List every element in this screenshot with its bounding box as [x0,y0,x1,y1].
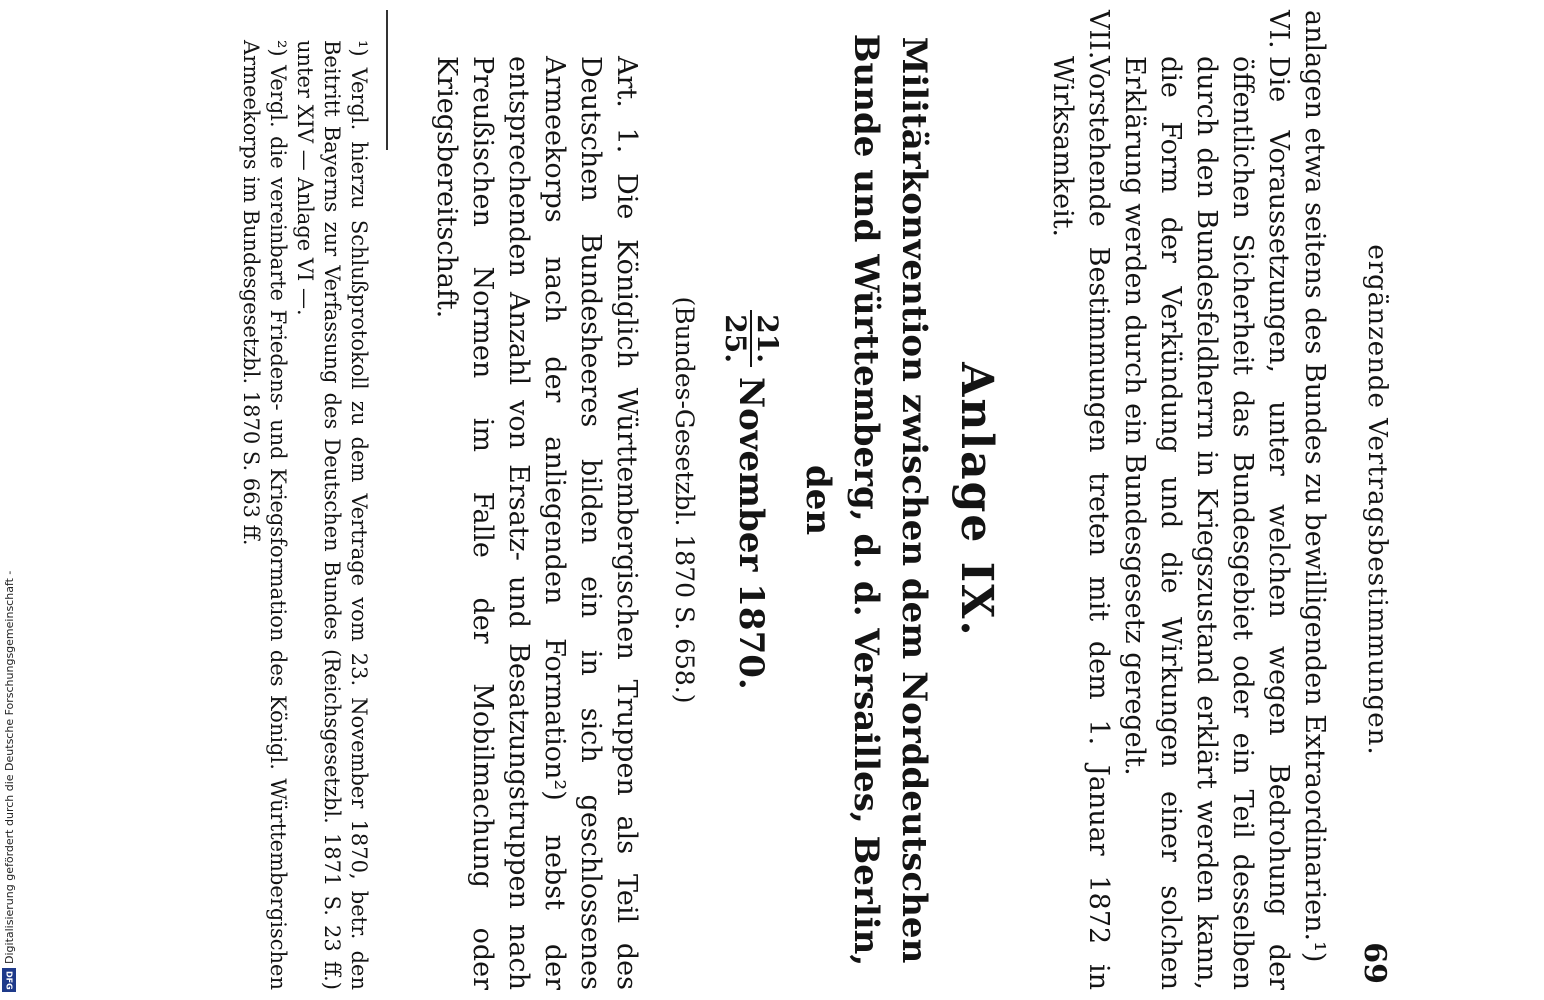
item-number: VII. [1083,10,1114,60]
page-header [1352,10,1392,990]
item-text: Die Voraussetzungen, unter welchen wegen Bedrohung der öffentlichen Sicherheit das Bundesgebiet oder ein Teil desselben durch den Bundesfeldherrn in Kriegszustand erklärt werden kann, die Form der Verkündung und die Wirkungen einer solchen Erklärung werden durch ein Bundesgesetz geregelt. [1119,56,1294,990]
running-head: ergänzende Vertragsbestimmungen. [1362,244,1392,756]
dfg-logo-icon: DFG [2,968,16,992]
list-item [1044,10,1116,990]
footnote-1: ¹) Vergl. hierzu Schlußprotokoll zu dem Vertrage vom 23. November 1870, betr. den Beitritt Bayerns zur Verfassung des Deutschen Bundes (Reichsgesetzbl. 1871 S. 23 ff.) unter XIV — Anlage VI —. [293,40,371,990]
fraction-denominator: 25. [719,314,752,363]
digitization-credit: Digitalisierung gefördert durch die Deutsche Forschungsgemeinschaft - DFG [0,0,22,1000]
date-rest: November 1870. [731,376,771,690]
date-fraction [720,310,782,367]
section-subtitle-line1: Militärkonvention zwischen dem Norddeutschen [894,36,934,964]
source-reference: (Bundes-Gesetzbl. 1870 S. 658.) [670,296,699,704]
footnote-rule [386,10,388,150]
section-subtitle-line2: Bunde und Württemberg, d. d. Versailles, Berlin, den [798,33,886,967]
page-body [237,10,1332,990]
article-1: Art. 1. Die Königlich Württembergischen Truppen als Teil des Deutschen Bundesheeres bilden ein in sich geschlossenes Armeekorps nach der anliegenden Formation²) nebst der entsprechenden Anzahl von Ersatz- und Besatzungstruppen nach Preußischen Normen im Falle der Mobilmachung oder Kriegsbereitschaft. [431,56,642,990]
item-number: VI. [1263,10,1294,49]
list-item [1116,10,1296,990]
item-text: Vorstehende Bestimmungen treten mit dem 1. Januar 1872 in Wirksamkeit. [1047,56,1114,990]
footnote-2: ²) Vergl. die vereinbarte Friedens- und Kriegsformation des Königl. Württembergischen Armeekorps im Bundesgesetzbl. 1870 S. 663 ff. [239,40,290,990]
paragraph-continuation: anlagen etwa seitens des Bundes zu bewilligenden Extraordinarien.¹) [1299,10,1330,963]
fraction-numerator: 21. [750,310,782,367]
page-number: 69 [1357,942,1392,984]
rotated-page [142,10,1402,990]
date-line [720,10,782,990]
section-title: Anlage IX. [951,362,1002,638]
